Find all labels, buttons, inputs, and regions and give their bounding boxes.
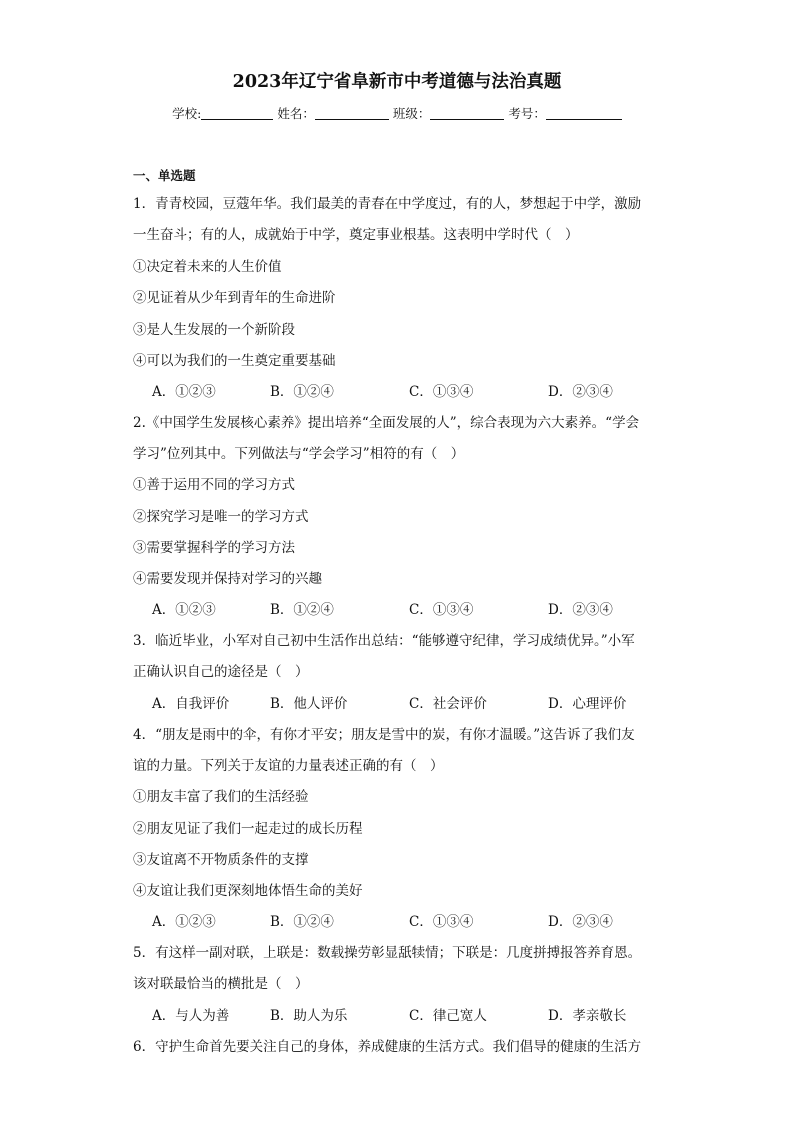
option-d[interactable]: D．②③④	[548, 384, 613, 400]
school-label: 学校:	[172, 106, 202, 121]
question-2-line-2: 学习”位列其中。下列做法与“学会学习”相符的有（ ）	[133, 446, 465, 462]
option-c[interactable]: C．社会评价	[409, 696, 487, 712]
exam-title: 2023年辽宁省阜新市中考道德与法治真题	[232, 72, 562, 92]
number-blank	[546, 107, 622, 120]
question-2-statement-3: ③需要掌握科学的学习方法	[133, 540, 295, 556]
option-a[interactable]: A．①②③	[152, 602, 216, 618]
option-a[interactable]: A．①②③	[152, 914, 216, 930]
question-1-statement-3: ③是人生发展的一个新阶段	[133, 322, 295, 338]
number-label: 考号：	[508, 106, 546, 121]
option-b[interactable]: B．①②④	[270, 384, 334, 400]
question-2-statement-1: ①善于运用不同的学习方式	[133, 477, 295, 493]
option-a[interactable]: A．自我评价	[152, 696, 230, 712]
option-d[interactable]: D．心理评价	[548, 696, 627, 712]
option-b[interactable]: B．他人评价	[270, 696, 348, 712]
question-1-statement-2: ②见证着从少年到青年的生命进阶	[133, 290, 336, 306]
question-4-statement-2: ②朋友见证了我们一起走过的成长历程	[133, 821, 363, 837]
name-label: 姓名：	[277, 106, 315, 121]
option-d[interactable]: D．②③④	[548, 602, 613, 618]
option-d[interactable]: D．孝亲敬长	[548, 1008, 627, 1024]
option-d[interactable]: D．②③④	[548, 914, 613, 930]
question-1-statement-4: ④可以为我们的一生奠定重要基础	[133, 353, 336, 369]
question-1-line-2: 一生奋斗；有的人，成就始于中学，奠定事业根基。这表明中学时代（ ）	[133, 227, 579, 243]
option-c[interactable]: C．律己宽人	[409, 1008, 487, 1024]
option-b[interactable]: B．①②④	[270, 602, 334, 618]
class-label: 班级：	[392, 106, 431, 121]
question-2-line-1: 2.《中国学生发展核心素养》提出培养“全面发展的人”，综合表现为六大素养。“学会	[133, 415, 640, 431]
student-info-line	[0, 104, 794, 122]
question-4-line-2: 谊的力量。下列关于友谊的力量表述正确的有（ ）	[133, 758, 444, 774]
option-b[interactable]: B．①②④	[270, 914, 334, 930]
school-blank	[201, 107, 273, 120]
class-blank	[430, 107, 504, 120]
question-4-statement-4: ④友谊让我们更深刻地体悟生命的美好	[133, 883, 363, 899]
question-3-line-1: 3．临近毕业，小军对自己初中生活作出总结：“能够遵守纪律，学习成绩优异。”小军	[133, 633, 635, 649]
question-2-statement-4: ④需要发现并保持对学习的兴趣	[133, 571, 322, 587]
option-c[interactable]: C．①③④	[409, 384, 474, 400]
question-1-line-1: 1．青青校园，豆蔻年华。我们最美的青春在中学度过，有的人，梦想起于中学，激励	[133, 196, 642, 212]
option-c[interactable]: C．①③④	[409, 602, 474, 618]
question-5-line-2: 该对联最恰当的横批是（ ）	[133, 976, 309, 992]
question-2-statement-2: ②探究学习是唯一的学习方式	[133, 509, 309, 525]
option-a[interactable]: A．①②③	[152, 384, 216, 400]
section-heading: 一、单选题	[133, 168, 196, 183]
question-3-line-2: 正确认识自己的途径是（ ）	[133, 664, 309, 680]
question-4-statement-3: ③友谊离不开物质条件的支撑	[133, 852, 309, 868]
option-b[interactable]: B．助人为乐	[270, 1008, 348, 1024]
option-a[interactable]: A．与人为善	[152, 1008, 230, 1024]
question-4-statement-1: ①朋友丰富了我们的生活经验	[133, 789, 309, 805]
question-1-statement-1: ①决定着未来的人生价值	[133, 259, 282, 275]
name-blank	[315, 107, 389, 120]
option-c[interactable]: C．①③④	[409, 914, 474, 930]
question-4-line-1: 4．“朋友是雨中的伞，有你才平安；朋友是雪中的炭，有你才温暖。”这告诉了我们友	[133, 727, 635, 743]
question-6-line-1: 6．守护生命首先要关注自己的身体，养成健康的生活方式。我们倡导的健康的生活方	[133, 1039, 642, 1055]
question-5-line-1: 5．有这样一副对联，上联是：数载操劳彰显舐犊情；下联是：几度拼搏报答养育恩。	[133, 945, 642, 961]
